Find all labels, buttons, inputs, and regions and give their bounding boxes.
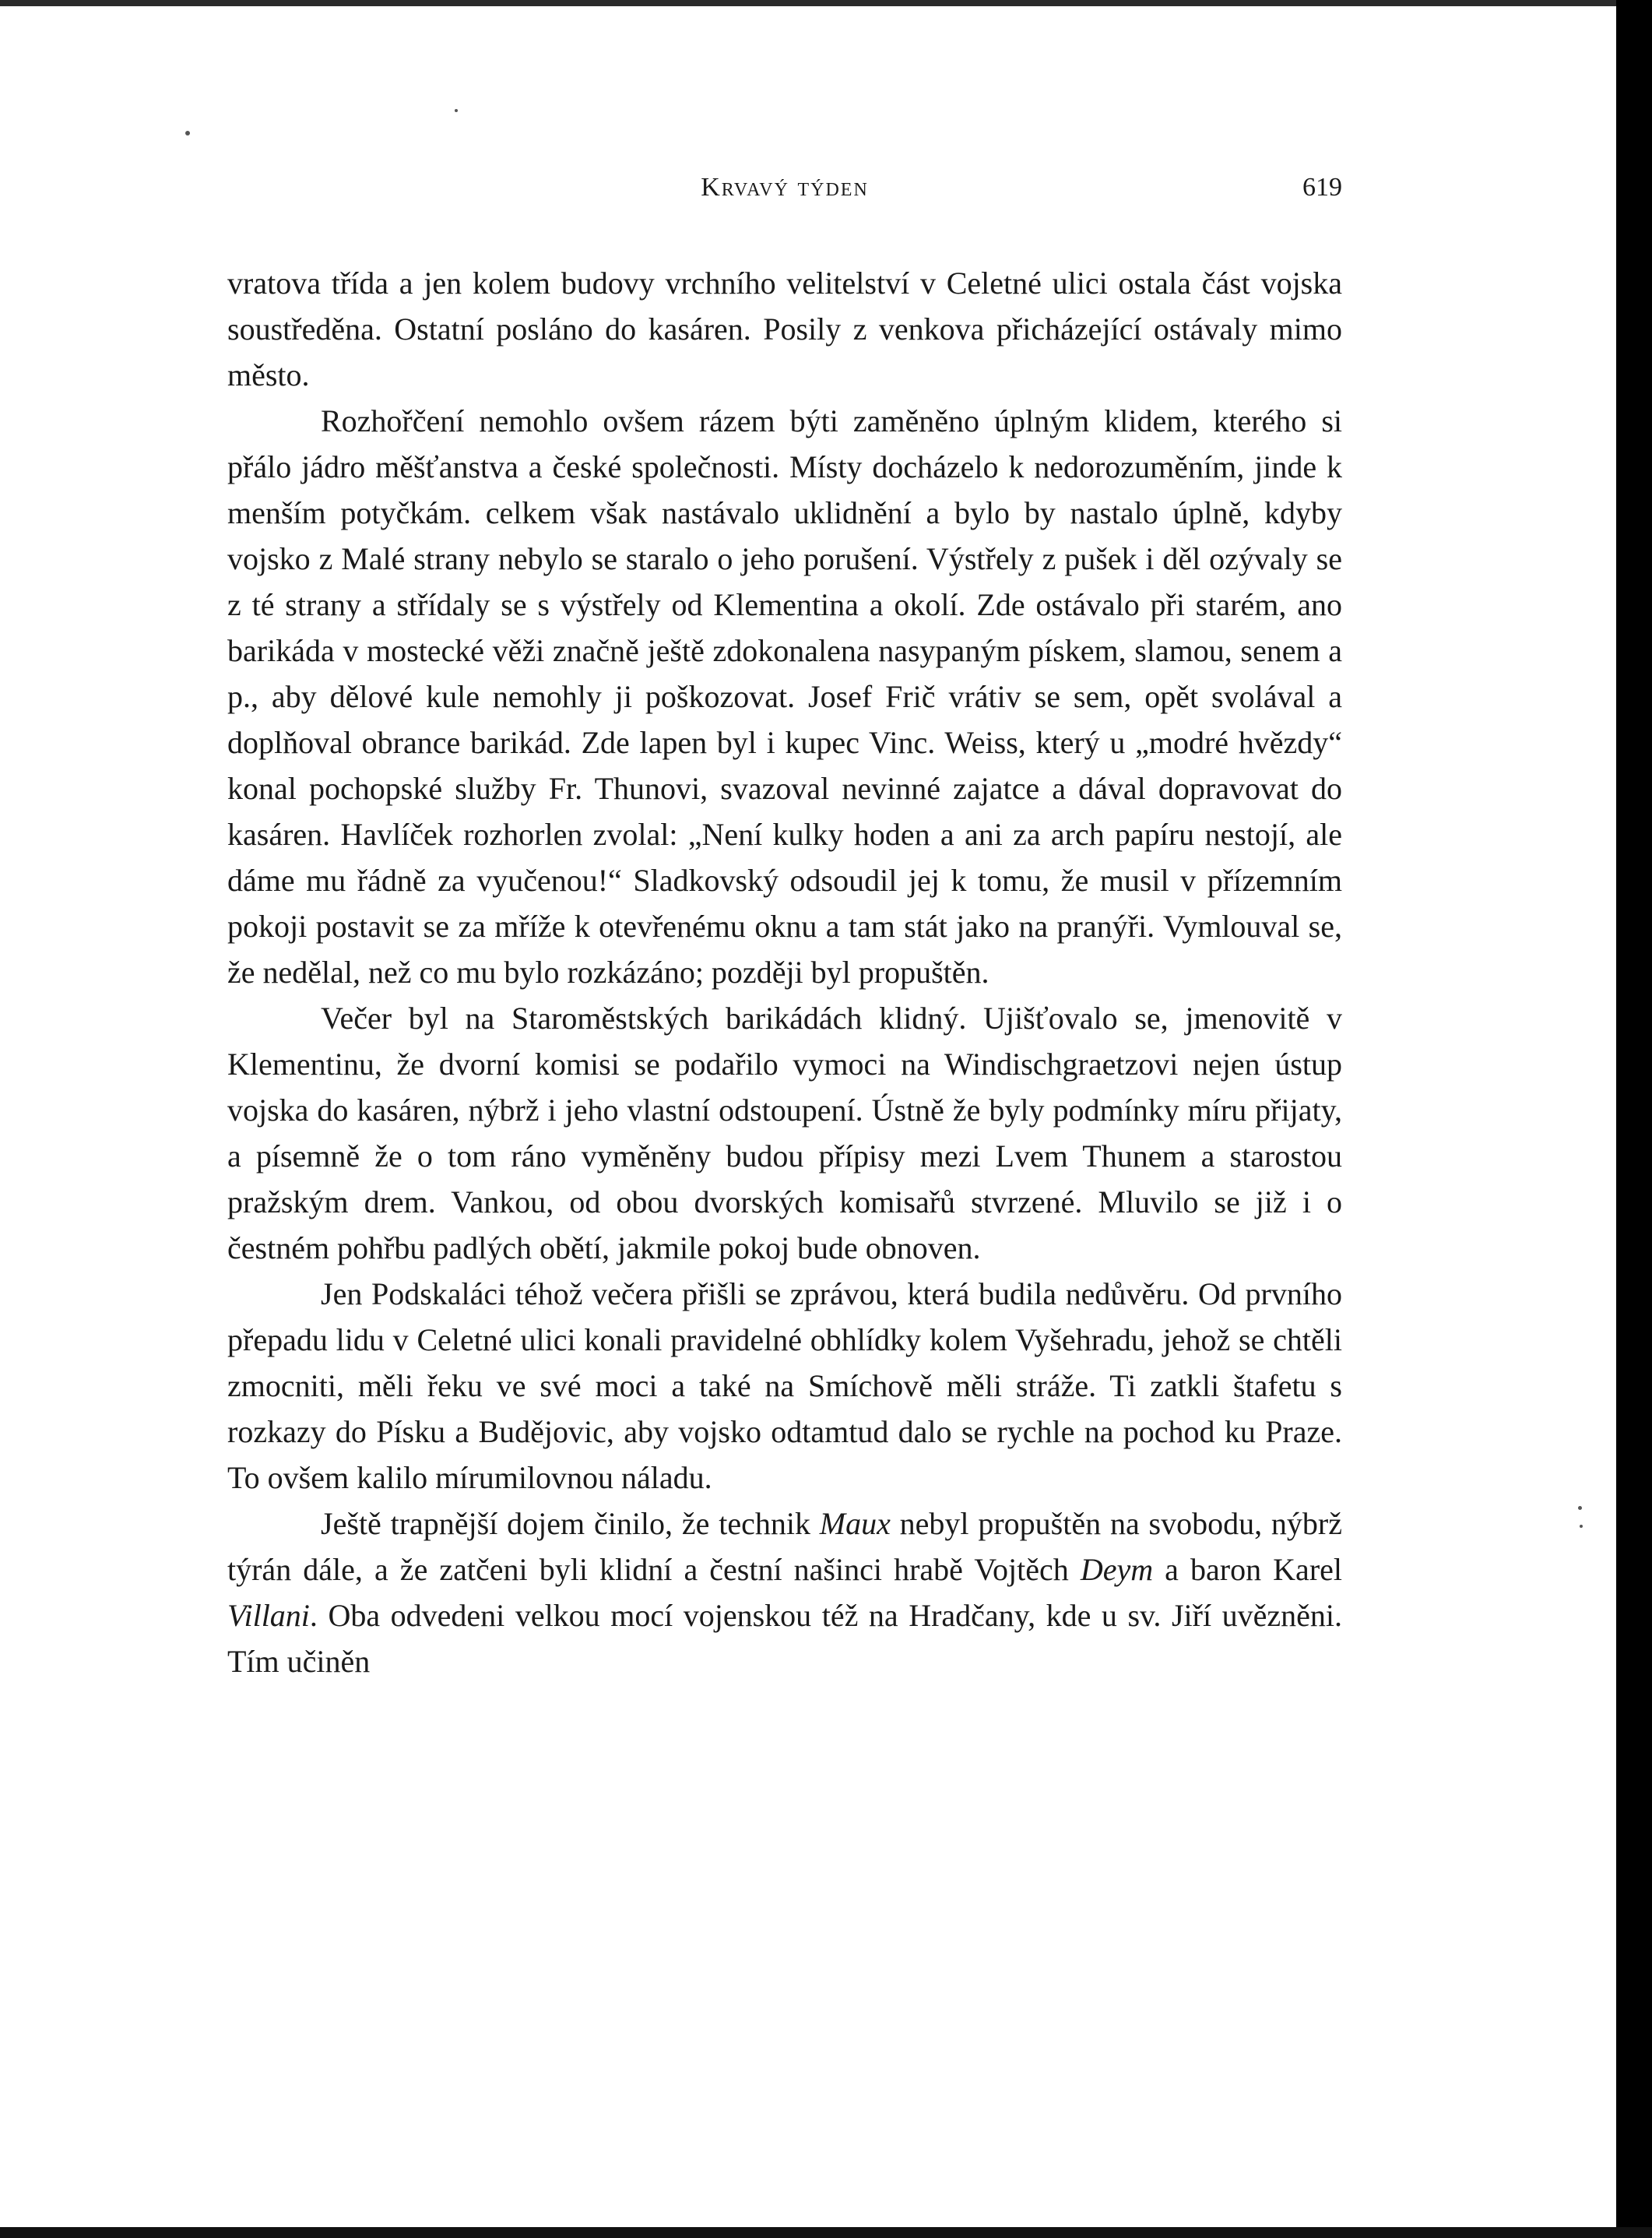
scan-right-edge <box>1616 0 1652 2238</box>
paragraph: vratova třída a jen kolem budovy vrchního velitelství v Celetné ulici ostala část vojska soustředěna. Ostatní posláno do kasáren. Posily z venkova přicházející ostávaly mimo město. <box>227 266 1342 392</box>
text-run: nebyl propuštěn na svobodu, nýbrž týrán dále, a že zatčeni byli klidní a čestní našinci hrabě Vojtěch <box>227 1506 1342 1587</box>
paragraph: Večer byl na Staroměstských barikádách klidný. Ujišťovalo se, jmenovitě v Klementinu, že dvorní komisi se podařilo vymoci na Windischgraetzovi nejen ústup vojska do kasáren, nýbrž i jeho vlastní odstoupení. Ústně že byly podmínky míru přijaty, a písemně že o tom ráno vyměněny budou přípisy mezi Lvem Thunem a starostou pražským drem. Vankou, od obou dvorských komisařů stvrzené. Mluvilo se již i o čestném pohřbu padlých obětí, jakmile pokoj bude obnoven. <box>227 1001 1342 1265</box>
scan-speck <box>1578 1506 1582 1510</box>
page-number: 619 <box>1302 173 1342 202</box>
running-head <box>227 165 1342 212</box>
scan-speck <box>1580 1525 1583 1528</box>
scan-bottom-edge <box>0 2227 1652 2238</box>
italic-name: Deym <box>1080 1552 1154 1587</box>
scan-speck <box>185 131 190 135</box>
paragraph: Jen Podskaláci téhož večera přišli se zprávou, která budila nedůvěru. Od prvního přepadu lidu v Celetné ulici konali pravidelné obhlídky kolem Vyšehradu, jehož se chtěli zmocniti, měli řeku ve své moci a také na Smíchově měli stráže. Ti zatkli štafetu s rozkazy do Písku a Budějovic, aby vojsko odtamtud dalo se rychle na pochod ku Praze. To ovšem kalilo mírumilovnou náladu. <box>227 1276 1342 1495</box>
body-text <box>227 260 1342 1684</box>
text-run: . Oba odvedeni velkou mocí vojenskou též na Hradčany, kde u sv. Jiří uvězněni. Tím učiněn <box>227 1598 1342 1679</box>
text-run: Ještě trapnější dojem činilo, že technik <box>321 1506 820 1541</box>
book-page <box>227 165 1342 1684</box>
italic-name: Maux <box>819 1506 891 1541</box>
italic-name: Villani <box>227 1598 310 1633</box>
scan-speck <box>455 109 458 112</box>
scan-top-edge <box>0 0 1652 6</box>
text-run: a baron Karel <box>1153 1552 1343 1587</box>
running-title: Krvavý týden <box>701 173 869 202</box>
paragraph-last <box>227 1501 1342 1684</box>
paragraph: Rozhořčení nemohlo ovšem rázem býti zaměněno úplným klidem, kterého si přálo jádro měšťanstva a české společnosti. Místy docházelo k nedorozuměním, jinde k menším potyčkám. celkem však nastávalo uklidnění a bylo by nastalo úplně, kdyby vojsko z Malé strany nebylo se staralo o jeho porušení. Výstřely z pušek i děl ozývaly se z té strany a střídaly se s výstřely od Klementina a okolí. Zde ostávalo při starém, ano barikáda v mostecké věži značně ještě zdokonalena nasypaným pískem, slamou, senem a p., aby dělové kule nemohly ji poškozovat. Josef Frič vrátiv se sem, opět svolával a doplňoval obrance barikád. Zde lapen byl i kupec Vinc. Weiss, který u „modré hvězdy“ konal pochopské služby Fr. Thunovi, svazoval nevinné zajatce a dával dopravovat do kasáren. Havlíček rozhorlen zvolal: „Není kulky hoden a ani za arch papíru nestojí, ale dáme mu řádně za vyučenou!“ Sladkovský odsoudil jej k tomu, že musil v přízemním pokoji postavit se za mříže k otevřenému oknu a tam stát jako na pranýři. Vymlouval se, že nedělal, než co mu bylo rozkázáno; později byl propuštěn. <box>227 403 1342 990</box>
